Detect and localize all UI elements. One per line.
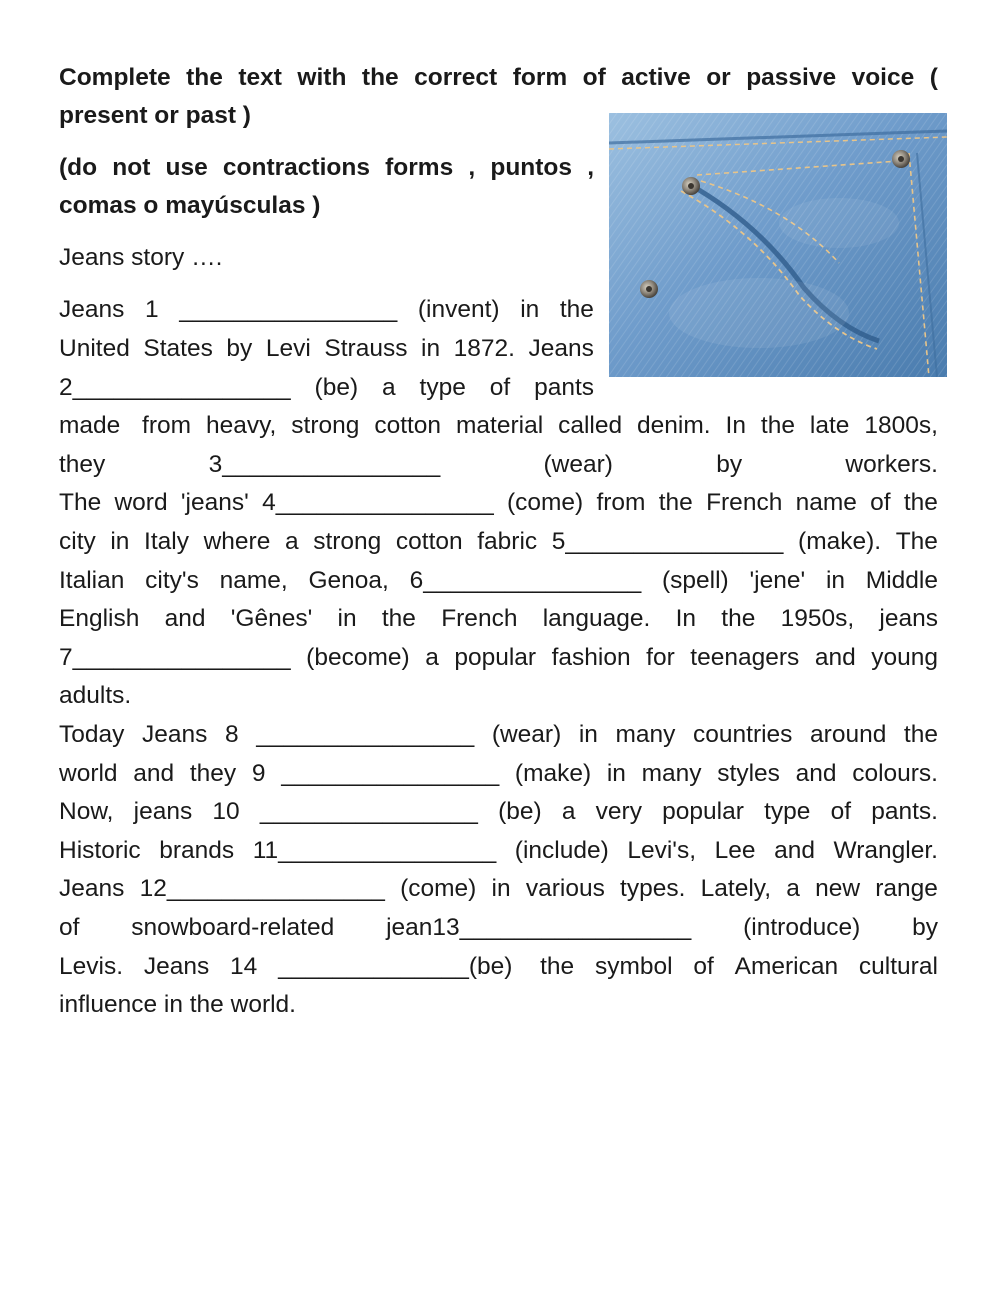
word: active xyxy=(621,64,691,91)
text-line-10 xyxy=(59,639,938,677)
word: heavy, xyxy=(205,412,277,439)
word: Jeans xyxy=(143,953,210,980)
word: the xyxy=(903,489,938,516)
denim-pocket-photo xyxy=(609,113,947,377)
word: Genoa, xyxy=(308,567,389,594)
word: , xyxy=(587,154,594,181)
word: (be) xyxy=(314,374,359,401)
word: 1872. xyxy=(453,335,515,362)
word: world xyxy=(59,760,118,787)
word: name xyxy=(795,489,857,516)
word: in xyxy=(337,605,357,632)
word: a xyxy=(561,798,576,825)
word: 3________________ xyxy=(208,451,441,478)
word: (come) xyxy=(400,875,477,902)
word: (introduce) xyxy=(743,914,861,941)
text-line-7 xyxy=(59,523,938,561)
word: made xyxy=(59,412,128,439)
word: strong xyxy=(313,528,382,555)
word: and xyxy=(133,760,175,787)
word: Middle xyxy=(865,567,938,594)
note-line-2: comas o mayúsculas ) xyxy=(59,192,321,219)
word: workers. xyxy=(845,451,938,478)
word: In xyxy=(675,605,697,632)
word: in xyxy=(421,335,441,362)
word: ( xyxy=(929,64,938,91)
word: in xyxy=(491,875,511,902)
word: of xyxy=(870,489,891,516)
word: fashion xyxy=(551,644,631,671)
word: 12________________ xyxy=(139,875,385,902)
word: forms xyxy=(385,154,454,181)
word: contractions xyxy=(222,154,370,181)
word: new xyxy=(815,875,861,902)
word: 14 xyxy=(230,953,258,980)
text-line-15 xyxy=(59,832,938,870)
word: Now, xyxy=(59,798,114,825)
word: of xyxy=(582,64,606,91)
word: 1 xyxy=(145,296,159,323)
word: 8 xyxy=(224,721,239,748)
word: (become) xyxy=(306,644,410,671)
word: and xyxy=(774,837,815,864)
word: word xyxy=(114,489,168,516)
word: (invent) xyxy=(417,296,500,323)
text-line-8 xyxy=(59,562,938,600)
word: in xyxy=(825,567,846,594)
word: (include) xyxy=(514,837,609,864)
text-line-12 xyxy=(59,716,938,754)
word: the xyxy=(760,412,795,439)
word: Strauss xyxy=(324,335,408,362)
word: (make). xyxy=(798,528,882,555)
word: countries xyxy=(693,721,793,748)
word: jeans xyxy=(879,605,938,632)
text-line-3 xyxy=(59,369,594,407)
word: Lately, xyxy=(700,875,772,902)
word: a xyxy=(382,374,396,401)
word: name, xyxy=(219,567,288,594)
word: the xyxy=(721,605,756,632)
word: Levis. xyxy=(59,953,124,980)
text-line-19 xyxy=(59,986,938,1024)
instructions-line-2: present or past ) xyxy=(59,102,251,129)
word: in xyxy=(578,721,598,748)
word: pants. xyxy=(871,798,938,825)
word: The xyxy=(59,489,102,516)
word: Complete xyxy=(59,64,171,91)
word: text xyxy=(238,64,282,91)
word: (come) xyxy=(506,489,584,516)
word: by xyxy=(912,914,938,941)
word: jeans xyxy=(133,798,193,825)
word: , xyxy=(468,154,476,181)
word: material xyxy=(456,412,544,439)
word: young xyxy=(871,644,938,671)
word: ______________(be) xyxy=(278,953,520,980)
word: around xyxy=(810,721,887,748)
word: 'jene' xyxy=(749,567,806,594)
word: symbol xyxy=(594,953,673,980)
word: Levi's, xyxy=(627,837,697,864)
word: snowboard-related xyxy=(131,914,335,941)
word: the xyxy=(559,296,594,323)
word: 'Gênes' xyxy=(230,605,313,632)
text-line-14 xyxy=(59,793,938,831)
word: they xyxy=(59,451,106,478)
word: ________________ xyxy=(179,296,398,323)
text-line-18 xyxy=(59,948,938,986)
word: Jeans xyxy=(59,875,125,902)
word: a xyxy=(284,528,299,555)
word: 5________________ xyxy=(551,528,784,555)
word: voice xyxy=(851,64,915,91)
word: the xyxy=(540,953,575,980)
word: 1950s, xyxy=(780,605,855,632)
word: of xyxy=(830,798,852,825)
word: the xyxy=(381,605,416,632)
word: with xyxy=(297,64,347,91)
text-line-1 xyxy=(59,291,594,329)
word: ________________ xyxy=(281,760,500,787)
word: from xyxy=(142,412,192,439)
word: (wear) xyxy=(543,451,613,478)
word: fabric xyxy=(477,528,538,555)
word: correct xyxy=(414,64,498,91)
word: passive xyxy=(746,64,837,91)
word: form xyxy=(512,64,568,91)
word: 11________________ xyxy=(252,837,497,864)
word: Jeans xyxy=(528,335,594,362)
word: cotton xyxy=(374,412,442,439)
word: type xyxy=(764,798,811,825)
word: (be) xyxy=(498,798,542,825)
word: (do xyxy=(59,154,98,181)
text-line-13 xyxy=(59,755,938,793)
word: French xyxy=(441,605,518,632)
note-line-1 xyxy=(59,149,594,187)
word: 7________________ xyxy=(59,644,291,671)
word: (spell) xyxy=(662,567,729,594)
word: city xyxy=(59,528,96,555)
word: influence in the world. xyxy=(59,991,296,1018)
word: late xyxy=(809,412,850,439)
word: English xyxy=(59,605,140,632)
word: of xyxy=(59,914,80,941)
word: city's xyxy=(145,567,199,594)
word: ________________ xyxy=(256,721,475,748)
word: 10 xyxy=(212,798,240,825)
word: where xyxy=(203,528,271,555)
word: and xyxy=(164,605,206,632)
word: in xyxy=(520,296,540,323)
word: Jeans xyxy=(141,721,208,748)
word: jean13_________________ xyxy=(386,914,692,941)
word: or xyxy=(706,64,731,91)
word: colours. xyxy=(852,760,938,787)
word: range xyxy=(875,875,938,902)
word: French xyxy=(706,489,783,516)
word: popular xyxy=(454,644,537,671)
word: cotton xyxy=(395,528,463,555)
word: various xyxy=(525,875,605,902)
word: the xyxy=(658,489,693,516)
word: denim. xyxy=(637,412,711,439)
word: puntos xyxy=(490,154,573,181)
word: American xyxy=(734,953,839,980)
word: in xyxy=(606,760,626,787)
text-line-17 xyxy=(59,909,938,947)
word: a xyxy=(786,875,800,902)
word: pants xyxy=(534,374,594,401)
text-line-6 xyxy=(59,484,938,522)
word: Italy xyxy=(144,528,189,555)
word: and xyxy=(795,760,837,787)
word: in xyxy=(110,528,130,555)
instructions-line-1 xyxy=(59,59,938,97)
word: use xyxy=(165,154,208,181)
word: styles xyxy=(717,760,780,787)
word: cultural xyxy=(858,953,938,980)
word: United xyxy=(59,335,130,362)
word: types. xyxy=(620,875,686,902)
word: 'jeans' xyxy=(180,489,249,516)
word: Historic xyxy=(59,837,141,864)
word: the xyxy=(186,64,223,91)
word: a xyxy=(425,644,439,671)
word: by xyxy=(226,335,253,362)
word: teenagers xyxy=(690,644,800,671)
word: by xyxy=(716,451,743,478)
word: (wear) xyxy=(491,721,562,748)
word: called xyxy=(558,412,623,439)
word: language. xyxy=(542,605,651,632)
word: type xyxy=(419,374,466,401)
text-line-11 xyxy=(59,677,938,715)
word: 4________________ xyxy=(262,489,494,516)
word: adults. xyxy=(59,682,132,709)
word: ________________ xyxy=(259,798,478,825)
word: from xyxy=(596,489,646,516)
word: not xyxy=(112,154,151,181)
word: (make) xyxy=(514,760,592,787)
word: 6________________ xyxy=(409,567,642,594)
word: popular xyxy=(662,798,744,825)
word: of xyxy=(489,374,511,401)
word: many xyxy=(615,721,676,748)
word: Italian xyxy=(59,567,125,594)
text-line-16 xyxy=(59,870,938,908)
word: brands xyxy=(159,837,235,864)
text-line-4 xyxy=(59,407,938,445)
word: Wrangler. xyxy=(833,837,938,864)
subtitle: Jeans story …. xyxy=(59,244,223,271)
word: the xyxy=(903,721,938,748)
word: In xyxy=(725,412,746,439)
word: strong xyxy=(291,412,360,439)
word: 2________________ xyxy=(59,374,291,401)
word: and xyxy=(814,644,856,671)
word: Lee xyxy=(714,837,756,864)
word: Jeans xyxy=(59,296,125,323)
word: Today xyxy=(59,721,125,748)
word: Levi xyxy=(265,335,311,362)
word: of xyxy=(693,953,714,980)
word: States xyxy=(143,335,213,362)
word: many xyxy=(641,760,702,787)
text-line-2 xyxy=(59,330,594,368)
text-line-5 xyxy=(59,446,938,484)
word: 9 xyxy=(251,760,266,787)
word: very xyxy=(595,798,642,825)
word: the xyxy=(361,64,399,91)
word: for xyxy=(646,644,675,671)
word: The xyxy=(895,528,938,555)
word: they xyxy=(189,760,237,787)
word: 1800s, xyxy=(864,412,938,439)
text-line-9 xyxy=(59,600,938,638)
